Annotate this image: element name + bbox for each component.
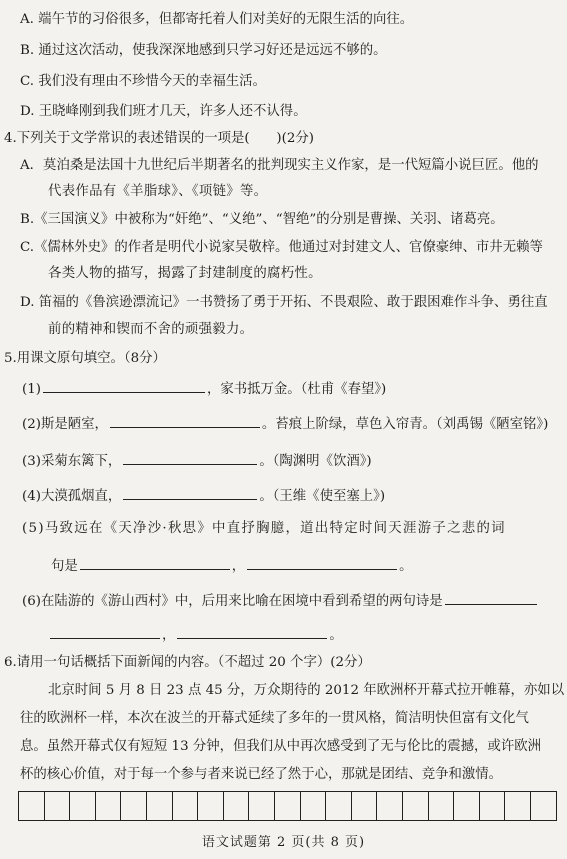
answer-grid-cell[interactable] xyxy=(198,792,224,820)
answer-grid-cell[interactable] xyxy=(505,792,531,820)
answer-grid-cell[interactable] xyxy=(275,792,301,820)
q6-news-line3: 息。虽然开幕式仅有短短 13 分钟，但我们从中再次感受到了无与伦比的震撼，或许欧洲 xyxy=(20,739,542,754)
answer-blank[interactable] xyxy=(110,413,260,428)
q5-stem: 5.用课文原句填空。（8分） xyxy=(4,351,166,366)
q5-item-5-suffix: 。 xyxy=(399,559,413,574)
answer-grid-cell[interactable] xyxy=(480,792,506,820)
page-footer: 语文试题第 2 页(共 8 页) xyxy=(201,835,366,850)
q5-item-5-mid: ， xyxy=(231,559,246,574)
q3-option-c: C. 我们没有理由不珍惜今天的幸福生活。 xyxy=(20,74,266,89)
q6-news-line2: 往的欧洲杯一样，本次在波兰的开幕式延续了多年的一贯风格，简洁明快但富有文化气 xyxy=(20,711,529,726)
q4-option-c-line2: 各类人物的描写，揭露了封建制度的腐朽性。 xyxy=(48,266,322,281)
q5-item-5-prefix: 句是 xyxy=(51,559,78,574)
q5-item-3 xyxy=(22,450,372,472)
answer-grid[interactable] xyxy=(18,791,557,821)
q6-stem: 6.请用一句话概括下面新闻的内容。（不超过 20 个字）(2分） xyxy=(4,655,371,670)
q5-item-1 xyxy=(22,378,386,400)
answer-grid-cell[interactable] xyxy=(147,792,173,820)
q5-item-5-line2 xyxy=(51,555,413,577)
q5-item-3-prefix: (3)采菊东篱下， xyxy=(22,454,122,469)
answer-blank[interactable] xyxy=(247,555,397,570)
q5-item-6-line1 xyxy=(22,590,539,612)
q5-item-4 xyxy=(22,485,385,507)
answer-grid-cell[interactable] xyxy=(531,792,557,820)
answer-grid-cell[interactable] xyxy=(45,792,71,820)
answer-grid-cell[interactable] xyxy=(352,792,378,820)
q5-item-6-line2 xyxy=(48,624,343,646)
q4-option-d-line2: 前的精神和锲而不舍的顽强毅力。 xyxy=(48,322,254,337)
answer-grid-cell[interactable] xyxy=(454,792,480,820)
answer-grid-cell[interactable] xyxy=(96,792,122,820)
q5-item-1-suffix: ，家书抵万金。（杜甫《春望》) xyxy=(206,382,387,397)
answer-blank[interactable] xyxy=(50,624,160,639)
q5-item-4-prefix: (4)大漠孤烟直， xyxy=(22,489,122,504)
q5-item-6-suffix: 。 xyxy=(329,628,343,643)
q4-option-a-line1: A．莫泊桑是法国十九世纪后半期著名的批判现实主义作家，是一代短篇小说巨匠。他的 xyxy=(20,158,539,173)
q5-item-2-prefix: (2)斯是陋室， xyxy=(22,417,108,432)
answer-grid-cell[interactable] xyxy=(121,792,147,820)
q3-option-a: A. 端午节的习俗很多，但都寄托着人们对美好的无限生活的向往。 xyxy=(20,12,414,27)
q3-option-d: D. 王晓峰刚到我们班才几天，许多人还不认得。 xyxy=(20,104,307,119)
answer-grid-cell[interactable] xyxy=(377,792,403,820)
answer-grid-cell[interactable] xyxy=(70,792,96,820)
answer-blank[interactable] xyxy=(80,555,230,570)
answer-grid-cell[interactable] xyxy=(403,792,429,820)
answer-blank[interactable] xyxy=(123,450,257,465)
q4-option-b: B.《三国演义》中被称为“奸绝”、“义绝”、“智绝”的分别是曹操、关羽、诸葛亮。 xyxy=(20,212,504,227)
q4-option-d-line1: D. 笛福的《鲁滨逊漂流记》一书赞扬了勇于开拓、不畏艰险、敢于跟困难作斗争、勇往直 xyxy=(20,295,548,310)
q5-item-2-suffix: 。苔痕上阶绿，草色入帘青。（刘禹锡《陋室铭》) xyxy=(261,417,549,432)
answer-blank[interactable] xyxy=(43,378,205,393)
q4-stem: 4.下列关于文学常识的表述错误的一项是( )(2分) xyxy=(4,131,315,146)
q5-item-5-line1: (5)马致远在《天净沙·秋思》中直抒胸臆，道出特定时间天涯游子之悲的词 xyxy=(22,521,506,536)
q5-item-2 xyxy=(22,413,548,435)
q6-news-line4: 杯的核心价值，对于每一个参与者来说已经了然于心，那就是团结、竞争和激情。 xyxy=(20,767,503,782)
q5-item-1-prefix: (1) xyxy=(22,382,41,397)
q5-item-6-text: (6)在陆游的《游山西村》中，后用来比喻在困境中看到希望的两句诗是 xyxy=(22,594,443,609)
q4-option-a-line2: 代表作品有《羊脂球》、《项链》等。 xyxy=(48,184,268,199)
answer-grid-cell[interactable] xyxy=(19,792,45,820)
answer-grid-cell[interactable] xyxy=(224,792,250,820)
q3-option-b: B. 通过这次活动，使我深深地感到只学习好还是远远不够的。 xyxy=(20,43,387,58)
answer-grid-cell[interactable] xyxy=(173,792,199,820)
answer-blank[interactable] xyxy=(123,485,257,500)
q5-item-6-mid: ， xyxy=(162,628,176,643)
answer-grid-cell[interactable] xyxy=(326,792,352,820)
answer-blank[interactable] xyxy=(177,624,327,639)
q6-news-line1: 北京时间 5 月 8 日 23 点 45 分，万众期待的 2012 年欧洲杯开幕式拉开帷幕，亦如以 xyxy=(48,683,565,698)
q5-item-4-suffix: 。（王维《使至塞上》) xyxy=(259,489,386,504)
answer-grid-cell[interactable] xyxy=(301,792,327,820)
q5-item-3-suffix: 。（陶渊明《饮酒》) xyxy=(259,454,372,469)
answer-blank[interactable] xyxy=(445,590,537,605)
answer-grid-cell[interactable] xyxy=(429,792,455,820)
q4-option-c-line1: C.《儒林外史》的作者是明代小说家吴敬梓。他通过对封建文人、官僚豪绅、市井无赖等 xyxy=(20,240,543,255)
answer-grid-cell[interactable] xyxy=(249,792,275,820)
